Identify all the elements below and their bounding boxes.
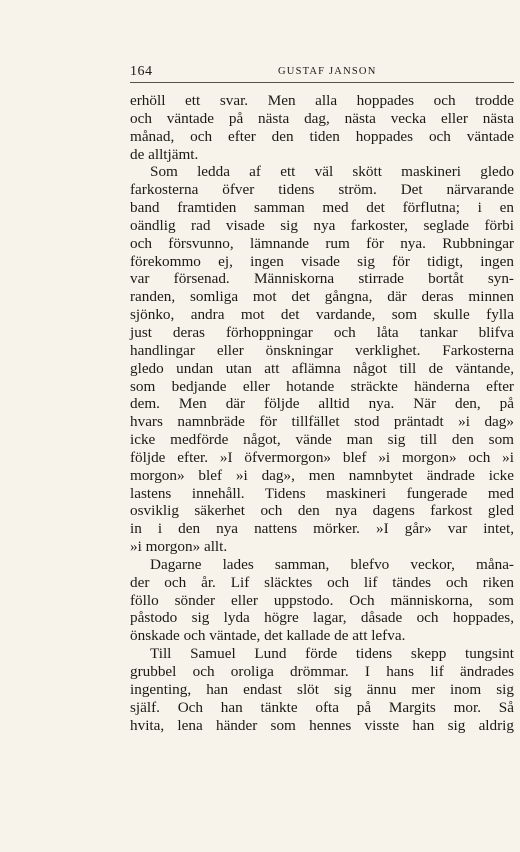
header-rule [130,82,514,83]
text-line: oändlig rad visade sig nya farkoster, seglade förbi [130,216,514,234]
text-line: sjönko, andra mot det vardande, som skulle fylla [130,306,514,324]
page-number: 164 [130,64,153,79]
text-line: just deras förhoppningar och låta tankar blifva [130,323,514,341]
text-line: själf. Och han tänkte ofta på Margits mor. Så [130,698,514,716]
text-line: ingenting, han endast slöt sig ännu mer inom sig [130,680,514,698]
running-title: GUSTAF JANSON [278,66,377,77]
text-line: erhöll ett svar. Men alla hoppades och trodde [130,92,514,109]
running-head [130,64,514,82]
text-line: handlingar eller önskningar verklighet. Farkosterna [130,341,514,359]
text-line: dem. Men där följde alltid nya. När den, på [130,395,514,413]
text-line: farkosterna öfver tidens ström. Det närvarande [130,181,514,199]
text-line: Till Samuel Lund förde tidens skepp tungsint [150,645,514,663]
text-line: de alltjämt. [130,145,199,163]
text-line: der och år. Lif släcktes och lif tändes och riken [130,573,514,591]
text-line: föllo sönder eller uppstodo. Och människorna, som [130,591,514,609]
text-line: icke medförde något, vände man sig till den som [130,431,514,449]
text-line: förekommo ej, ingen visade sig för tidigt, ingen [130,252,514,270]
text-line: som bedjande eller hotande sträckte händerna efter [130,377,514,395]
text-line: var försenad. Människorna stirrade bortåt syn- [130,270,514,288]
text-line: hvars namnbräde för tillfället stod präntadt »i dag» [130,413,514,431]
text-line: följde efter. »I öfvermorgon» blef »i morgon» och »i [130,448,514,466]
text-line: påstodo sig lyda högre lagar, dåsade och hoppades, [130,609,514,627]
text-line: Dagarne lades samman, blefvo veckor, måna- [150,555,514,573]
body-text [130,92,514,734]
text-line: morgon» blef »i dag», men namnbytet ändrade icke [130,466,514,484]
text-line: in i den nya nattens mörker. »I går» var intet, [130,520,514,538]
text-line: »i morgon» allt. [130,538,228,556]
text-line: Som ledda af ett väl skött maskineri gledo [150,163,514,181]
text-line: gledo undan utan att aflämna något till de väntande, [130,359,514,377]
text-line: och väntade på nästa dag, nästa vecka eller nästa [130,109,514,127]
text-line: band framtiden samman med det förflutna; i en [130,199,514,217]
text-line: månad, och efter den tiden hoppades och väntade [130,127,514,145]
text-line: hvita, lena händer som hennes visste han sig aldrig [130,716,514,734]
text-line: och försvunno, lämnande rum för nya. Rubbningar [130,234,514,252]
text-line: önskade och väntade, det kallade de att lefva. [130,627,406,645]
text-line: randen, somliga mot det gångna, där deras minnen [130,288,514,306]
text-line: osviklig säkerhet och den nya dagens farkost gled [130,502,514,520]
text-line: grubbel och oroliga drömmar. I hans lif ändrades [130,663,514,680]
text-line: lastens innehåll. Tidens maskineri fungerade med [130,484,514,502]
